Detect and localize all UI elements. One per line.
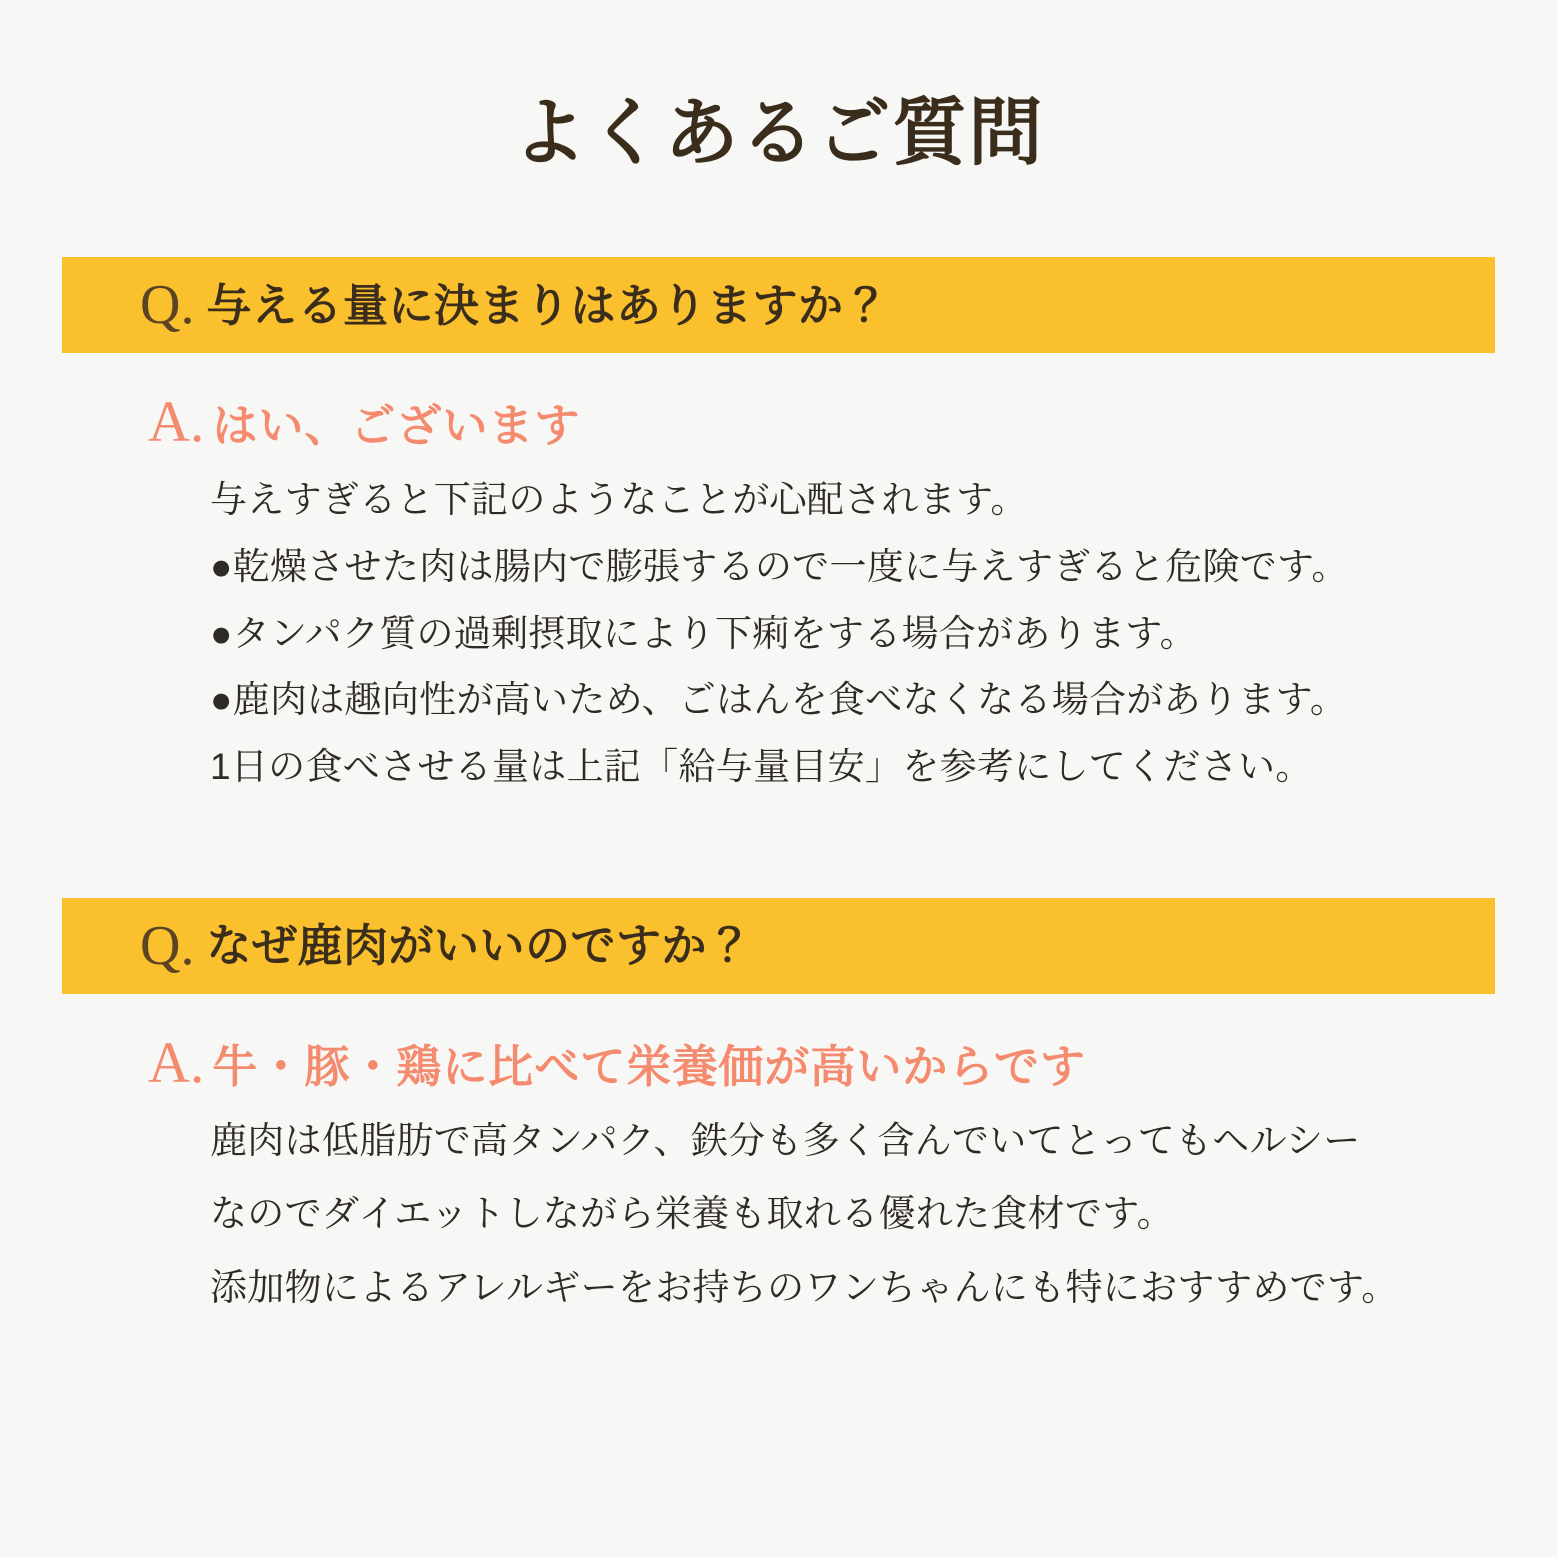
faq-list [0,257,1557,1314]
answer-headline-row [62,389,1495,455]
faq-item [0,257,1557,793]
answer-headline: 牛・豚・鶏に比べて栄養価が高いからです [212,1040,1086,1092]
answer-headline: はい、ございます [212,400,581,452]
answer-mark-label: A. [148,1029,205,1095]
answer-line: 鹿肉は低脂肪で高タンパク、鉄分も多く含んでいてとってもヘルシー [210,1119,1361,1161]
answer-block [0,389,1557,793]
faq-item [0,898,1557,1315]
question-mark-label: Q. [140,274,195,337]
answer-mark-label: A. [148,389,205,455]
answer-line: 1日の食べさせる量は上記「給与量目安」を参考にしてください。 [210,745,1313,787]
answer-line: 添加物によるアレルギーをお持ちのワンちゃんにも特におすすめです。 [210,1266,1399,1308]
page-title: よくあるご質問 [512,91,1045,174]
answer-body [62,1114,1495,1315]
answer-line: ●鹿肉は趣向性が高いため、ごはんを食べなくなる場合があります。 [210,679,1348,721]
answer-line: なのでダイエットしながら栄養も取れる優れた食材です。 [210,1193,1174,1235]
answer-line: 与えすぎると下記のようなことが心配されます。 [210,479,1028,521]
question-bar [62,257,1495,353]
answer-line: ●乾燥させた肉は腸内で膨張するので一度に与えすぎると危険です。 [210,546,1349,588]
question-mark-label: Q. [140,914,195,977]
question-text: 与える量に決まりはありますか？ [206,279,889,331]
answer-body [62,473,1495,793]
question-bar [62,898,1495,994]
question-text: なぜ鹿肉がいいのですか？ [206,920,753,972]
answer-line: ●タンパク質の過剰摂取により下痢をする場合があります。 [210,612,1197,654]
answer-block [0,1029,1557,1315]
answer-headline-row [62,1029,1495,1095]
